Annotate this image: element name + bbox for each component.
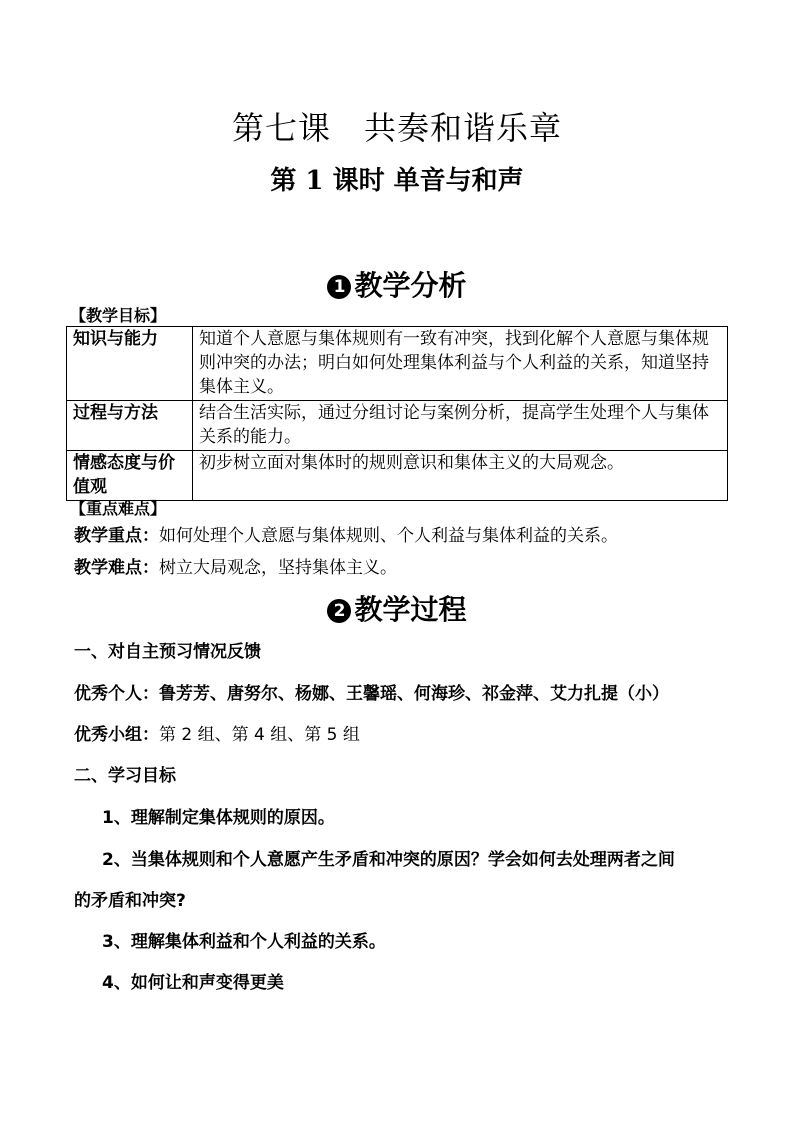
key-points-label: 【重点难点】 xyxy=(70,499,167,518)
difficulty-label: 教学难点： xyxy=(74,558,159,578)
excellent-groups-line xyxy=(74,723,360,747)
feedback-heading: 一、对自主预习情况反馈 xyxy=(74,642,261,662)
section-title: 教学过程 xyxy=(354,593,467,626)
key-point-text: 如何处理个人意愿与集体规则、个人利益与集体利益的关系。 xyxy=(159,526,618,546)
objective-item-continued: 的矛盾和冲突? xyxy=(74,891,186,911)
objective-item: 2、当集体规则和个人意愿产生矛盾和冲突的原因？学会如何去处理两者之间 xyxy=(102,850,675,870)
difficulty-line xyxy=(74,556,397,580)
goals-label: 【教学目标】 xyxy=(70,306,167,325)
difficulty-text: 树立大局观念，坚持集体主义。 xyxy=(159,558,397,578)
excellent-groups-text: 第 2 组、第 4 组、第 5 组 xyxy=(159,725,360,745)
lesson-title: 第七课 共奏和谐乐章 xyxy=(231,109,562,147)
goal-content: 初步树立面对集体时的规则意识和集体主义的大局观念。 xyxy=(193,451,728,501)
key-point-label: 教学重点： xyxy=(74,526,159,546)
objective-item: 1、理解制定集体规则的原因。 xyxy=(102,808,335,828)
excellent-individuals: 优秀个人：鲁芳芳、唐努尔、杨娜、王馨瑶、何海珍、祁金萍、艾力扎提（小） xyxy=(74,684,669,704)
key-point-line xyxy=(74,524,618,548)
table-row xyxy=(67,451,728,501)
section-heading-analysis xyxy=(0,268,794,304)
section-title: 教学分析 xyxy=(354,269,467,302)
objectives-heading: 二、学习目标 xyxy=(74,766,176,786)
number-one-icon: 1 xyxy=(327,275,351,299)
section-heading-process xyxy=(0,592,794,628)
excellent-groups-label: 优秀小组： xyxy=(74,725,159,745)
objective-item: 4、如何让和声变得更美 xyxy=(102,973,284,993)
goals-table xyxy=(66,326,728,501)
goal-label: 过程与方法 xyxy=(67,401,193,451)
goal-content: 知道个人意愿与集体规则有一致有冲突，找到化解个人意愿与集体规则冲突的办法；明白如何处理集体利益与个人利益的关系，知道坚持集体主义。 xyxy=(193,327,728,401)
table-row xyxy=(67,401,728,451)
lesson-subtitle: 第 1 课时 单音与和声 xyxy=(270,166,524,196)
number-two-icon: 2 xyxy=(327,599,351,623)
table-row xyxy=(67,327,728,401)
goal-content: 结合生活实际，通过分组讨论与案例分析，提高学生处理个人与集体关系的能力。 xyxy=(193,401,728,451)
goal-label: 情感态度与价值观 xyxy=(67,451,193,501)
goal-label: 知识与能力 xyxy=(67,327,193,401)
objective-item: 3、理解集体利益和个人利益的关系。 xyxy=(102,932,386,952)
